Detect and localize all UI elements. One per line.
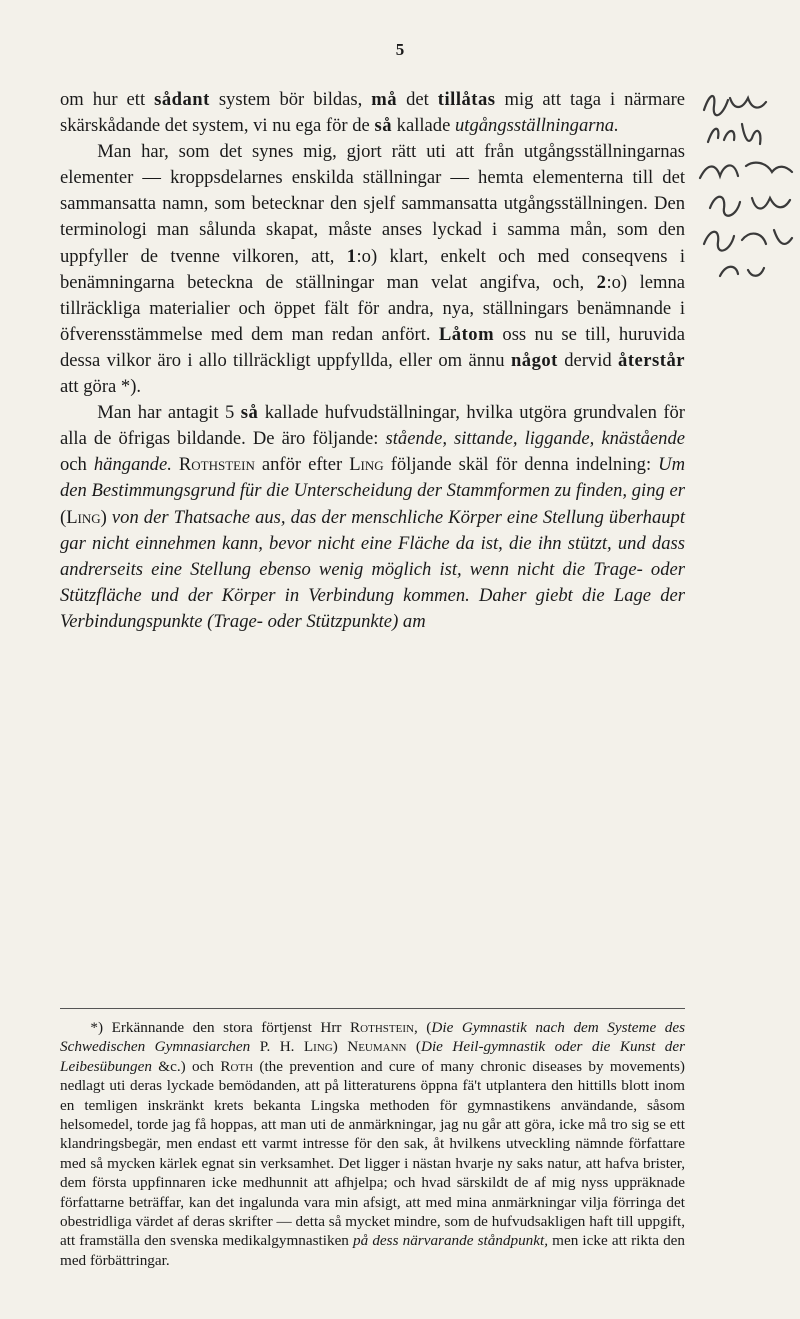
- fn-title-1: Die Gymnastik nach dem Systeme des Schwedischen Gymnasiarchen: [60, 1019, 686, 1056]
- fn-title-2: Die Heil-gymnastik oder die Kunst der Leibesübungen: [60, 1038, 685, 1075]
- p1-text-2: system bör bildas,: [209, 89, 372, 110]
- p2-numeral-1: 1: [346, 245, 357, 267]
- p1-emphasis: utgångsställningarna.: [454, 115, 619, 137]
- fn-text-7: (the prevention and cure of many chronic diseases by movements) nedlagt uti deras lyckade bemödanden, att på litteraturens öppna fä't utplantera den hittills blott inom en temligen inskränkt krets bekanta Lingska methoden för gymnastikens användande, såsom helsomedel, torde jag få hoppas, att man uti de anmärkningar, jag nu går att göra, icke må tro sig se ett klandringsbegär, men endast ett varmt intresse för den sak, åt hvilkens utveckling nämnde författare med så mycken kärlek egnat sin verksamhet. Det ligger i nästan hvarje ny saks natur, att hafva brister, dem första uppfinnaren icke medhunnit att afhjelpa; och hvad särskildt de af mig nyss uppräknade författarne beträffar, kan det ingalunda vara min afsigt, att med mina anmärkningar vilja förringa det obestridliga värdet af deras skrifter — detta så mycket mindre, som de hufvudsakligen haft till uppgift, att framställa den svenska medikalgymnastiken: [60, 1057, 685, 1250]
- fn-text-2: , (: [413, 1019, 432, 1036]
- p1-text-3: det: [397, 89, 438, 110]
- p2-text-2: :o) klart, enkelt och med conseqvens i benämningarna beteckna de ställningar man velat angifva, och,: [60, 245, 685, 293]
- fn-text-3: P. H.: [250, 1038, 304, 1056]
- p3-paren-open: (: [60, 506, 67, 528]
- paragraph-3: [60, 400, 685, 635]
- fn-text-5: (: [406, 1038, 421, 1056]
- handwritten-margin-note: [690, 80, 800, 290]
- p2-spaced-3: återstår: [618, 349, 685, 371]
- p3-paren-close: ): [100, 506, 112, 528]
- p3-author-ling-2: Ling: [66, 506, 101, 528]
- fn-author-roth: Roth: [220, 1057, 254, 1075]
- p1-spaced-1: sådant: [154, 89, 210, 110]
- p3-positions: stående, sittande, liggande, knästående: [385, 428, 686, 450]
- p3-quote-2: von der Thatsache aus, das der menschliche Körper eine Stellung überhaupt gar nicht einnehmen kann, bevor nicht eine Fläche da ist, die ihn stützt, und dass andrerseits eine Stellung ebenso wenig möglich ist, wenn nicht die Trage- oder Stützfläche und der Körper in Verbindung kommen. Daher giebt die Lage der Verbindungspunkte (Trage- oder Stützpunkte) am: [60, 506, 685, 632]
- p2-text-5: dervid: [557, 349, 619, 371]
- scribble-stroke-6: [720, 267, 764, 276]
- p3-text-4: anför efter: [254, 454, 350, 476]
- p3-author-rothstein: Rothstein: [178, 454, 255, 476]
- fn-text-6: &c.) och: [151, 1057, 221, 1075]
- p2-numeral-2: 2: [596, 271, 607, 293]
- p3-text-2: kallade hufvudställningar, hvilka utgöra grundvalen för alla de öfrigas bildande. De äro följande:: [60, 402, 685, 450]
- fn-author-ling: Ling: [303, 1038, 333, 1056]
- p1-text-4: mig att taga i närmare skärskådande det system, vi nu ega för de: [60, 89, 686, 137]
- fn-text-8: men icke att rikta den med förbättringar.: [60, 1232, 686, 1269]
- p2-text-4: oss nu se till, huruvida dessa vilkor äro i allo tillräckligt uppfyllda, eller om ännu: [60, 323, 685, 371]
- p2-text-3: :o) lemna tillräckliga materialier och öppet fält för andra, nya, ställningars benämnande i öfverensstämmelse med dem man redan anfört.: [60, 271, 686, 345]
- p3-space: [172, 454, 179, 475]
- fn-text-1: *) Erkännande den stora förtjenst Hrr: [90, 1019, 351, 1036]
- p3-text-3: och: [60, 454, 94, 476]
- p3-author-ling: Ling: [349, 454, 384, 476]
- p2-spaced-1: Låtom: [438, 323, 495, 345]
- fn-author-neumann: Neumann: [347, 1038, 407, 1056]
- scribble-stroke-5: [704, 230, 792, 251]
- fn-author-rothstein: Rothstein: [350, 1019, 414, 1036]
- p3-position-last: hängande.: [93, 454, 172, 476]
- fn-text-4: ): [332, 1038, 348, 1056]
- p2-spaced-2: något: [510, 349, 558, 371]
- main-text: [60, 87, 685, 635]
- scribble-stroke-1: [704, 96, 766, 115]
- paragraph-1: [60, 87, 685, 139]
- p2-text-6: att göra: [60, 376, 121, 398]
- fn-standpoint: på dess närvarande ståndpunkt,: [353, 1232, 549, 1250]
- p3-quote-1: Um den Bestimmungsgrund für die Unterscheidung der Stammformen zu finden, ging er: [60, 454, 686, 502]
- p1-spaced-4: så: [374, 115, 392, 137]
- paragraph-2: [60, 139, 685, 400]
- p3-spaced-1: så: [240, 402, 259, 424]
- footnote-paragraph: [60, 1018, 685, 1270]
- p3-text-5: följande skäl för denna indelning:: [383, 454, 659, 476]
- footnote-divider: [60, 1008, 685, 1009]
- p2-text-1: Man har, som det synes mig, gjort rätt uti att från utgångsställningarnas elementer — kroppsdelarnes enskilda ställningar — hemta elementerna till det sammansatta namn, som betecknar den sjelf sammansatta utgångsställningen. Den terminologi man sålunda skapat, måste anses lyckad i samma mån, som den uppfyller de tvenne vilkoren, att,: [60, 141, 685, 267]
- p1-spaced-2: må: [371, 89, 398, 110]
- p1-text-5: kallade: [392, 115, 455, 137]
- scribble-stroke-3: [700, 163, 792, 178]
- p3-text-1: Man har antagit 5: [97, 402, 241, 424]
- footnote: [60, 1018, 685, 1270]
- scribble-stroke-4: [710, 197, 790, 216]
- p1-spaced-3: tillåtas: [437, 89, 496, 110]
- scribble-stroke-2: [708, 124, 760, 144]
- p1-text-1: om hur ett: [60, 89, 155, 110]
- p2-footnote-ref: *).: [120, 376, 142, 398]
- page-number: 5: [395, 40, 405, 59]
